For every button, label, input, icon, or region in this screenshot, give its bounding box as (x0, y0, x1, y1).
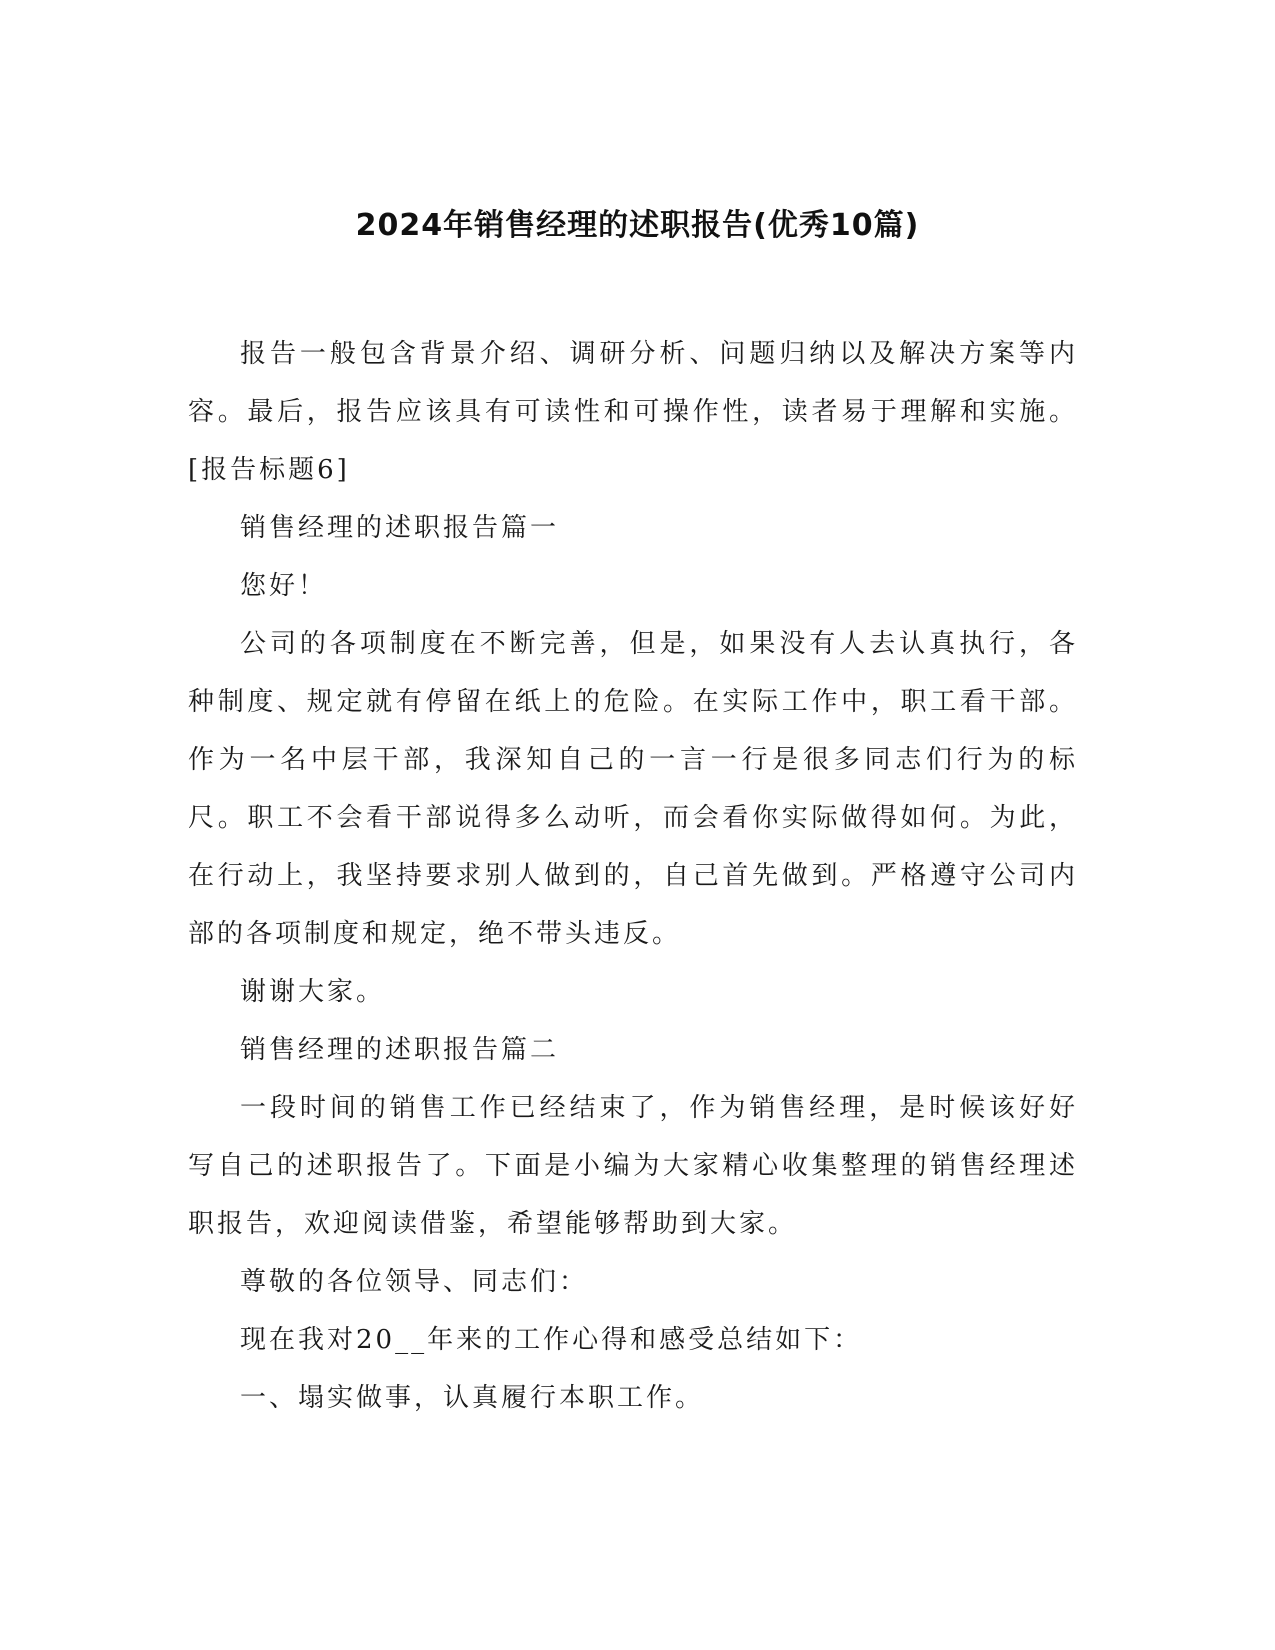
intro-paragraph: 报告一般包含背景介绍、调研分析、问题归纳以及解决方案等内容。最后，报告应该具有可读性和可操作性，读者易于理解和实施。[报告标题6] (188, 339, 1078, 485)
section-heading-2: 销售经理的述职报告篇二 (240, 1035, 560, 1065)
document-body (188, 325, 1078, 1427)
section-heading-1: 销售经理的述职报告篇一 (240, 513, 560, 543)
subheading-1: 一、塌实做事，认真履行本职工作。 (240, 1383, 705, 1413)
document-title: 2024年销售经理的述职报告(优秀10篇) (355, 208, 920, 243)
summary-intro: 现在我对20__年来的工作心得和感受总结如下： (240, 1325, 863, 1355)
closing-thanks: 谢谢大家。 (240, 977, 386, 1007)
body-paragraph: 公司的各项制度在不断完善，但是，如果没有人去认真执行，各种制度、规定就有停留在纸上的危险。在实际工作中，职工看干部。作为一名中层干部，我深知自己的一言一行是很多同志们行为的标尺。职工不会看干部说得多么动听，而会看你实际做得如何。为此，在行动上，我坚持要求别人做到的，自己首先做到。严格遵守公司内部的各项制度和规定，绝不带头违反。 (188, 629, 1078, 949)
greeting: 您好！ (240, 571, 328, 601)
body-paragraph: 一段时间的销售工作已经结束了，作为销售经理，是时候该好好写自己的述职报告了。下面是小编为大家精心收集整理的销售经理述职报告，欢迎阅读借鉴，希望能够帮助到大家。 (188, 1093, 1078, 1239)
salutation: 尊敬的各位领导、同志们： (240, 1267, 589, 1297)
